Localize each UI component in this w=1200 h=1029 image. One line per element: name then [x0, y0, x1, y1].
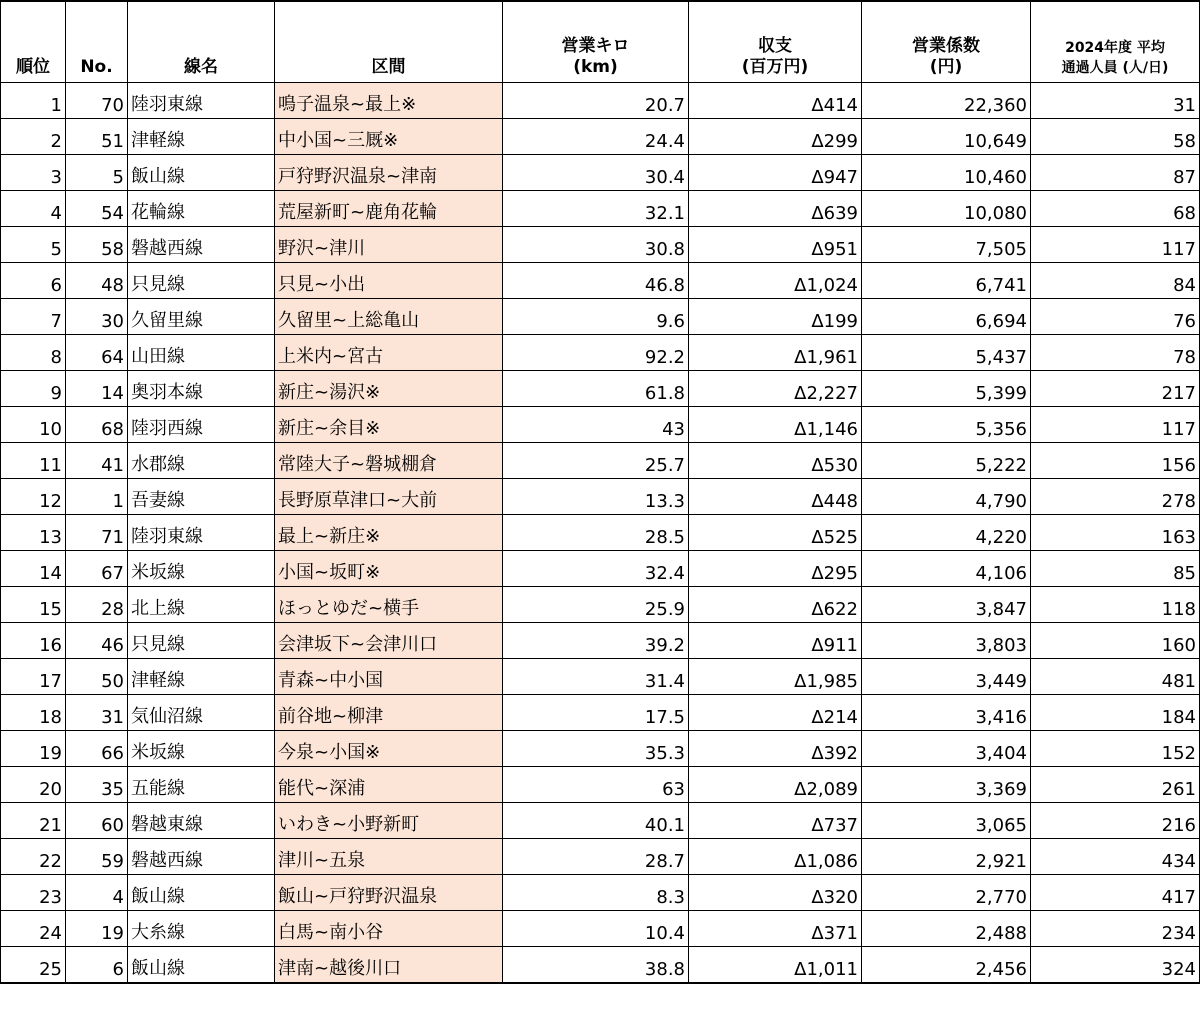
- cell-balance: Δ299: [689, 119, 862, 155]
- cell-passengers: 117: [1031, 407, 1200, 443]
- table-row: [1, 659, 1200, 695]
- cell-rank: 10: [1, 407, 66, 443]
- cell-passengers: 156: [1031, 443, 1200, 479]
- cell-line-name: 飯山線: [128, 947, 275, 984]
- table-row: [1, 335, 1200, 371]
- cell-section: 新庄~湯沢※: [275, 371, 503, 407]
- cell-section: 飯山~戸狩野沢温泉: [275, 875, 503, 911]
- cell-passengers: 481: [1031, 659, 1200, 695]
- cell-line-name: 米坂線: [128, 731, 275, 767]
- cell-balance: Δ1,961: [689, 335, 862, 371]
- table-row: [1, 839, 1200, 875]
- cell-section: 鳴子温泉~最上※: [275, 83, 503, 119]
- table-row: [1, 263, 1200, 299]
- cell-passengers: 324: [1031, 947, 1200, 984]
- cell-balance: Δ214: [689, 695, 862, 731]
- cell-line-name: 陸羽西線: [128, 407, 275, 443]
- cell-passengers: 434: [1031, 839, 1200, 875]
- cell-passengers: 163: [1031, 515, 1200, 551]
- cell-balance: Δ951: [689, 227, 862, 263]
- cell-passengers: 68: [1031, 191, 1200, 227]
- table-row: [1, 695, 1200, 731]
- cell-operating-km: 30.8: [503, 227, 689, 263]
- cell-line-name: 只見線: [128, 623, 275, 659]
- cell-balance: Δ1,024: [689, 263, 862, 299]
- cell-no: 68: [66, 407, 128, 443]
- header-balance-line2: (百万円): [741, 57, 809, 77]
- cell-balance: Δ1,011: [689, 947, 862, 984]
- cell-operating-km: 24.4: [503, 119, 689, 155]
- cell-rank: 3: [1, 155, 66, 191]
- cell-operating-coefficient: 3,404: [862, 731, 1031, 767]
- cell-passengers: 184: [1031, 695, 1200, 731]
- cell-no: 19: [66, 911, 128, 947]
- cell-rank: 21: [1, 803, 66, 839]
- cell-balance: Δ295: [689, 551, 862, 587]
- table-row: [1, 479, 1200, 515]
- table-row: [1, 911, 1200, 947]
- cell-rank: 13: [1, 515, 66, 551]
- cell-no: 58: [66, 227, 128, 263]
- cell-operating-km: 38.8: [503, 947, 689, 984]
- cell-no: 30: [66, 299, 128, 335]
- cell-no: 59: [66, 839, 128, 875]
- cell-section: 戸狩野沢温泉~津南: [275, 155, 503, 191]
- cell-balance: Δ911: [689, 623, 862, 659]
- cell-operating-coefficient: 3,847: [862, 587, 1031, 623]
- cell-section: 最上~新庄※: [275, 515, 503, 551]
- table-row: [1, 551, 1200, 587]
- cell-balance: Δ1,985: [689, 659, 862, 695]
- cell-no: 66: [66, 731, 128, 767]
- cell-operating-coefficient: 5,222: [862, 443, 1031, 479]
- cell-line-name: 奥羽本線: [128, 371, 275, 407]
- cell-line-name: 吾妻線: [128, 479, 275, 515]
- cell-rank: 2: [1, 119, 66, 155]
- cell-operating-km: 40.1: [503, 803, 689, 839]
- header-operating-km-line1: 営業キロ: [561, 36, 630, 56]
- header-operating-coefficient: [862, 1, 1031, 83]
- cell-passengers: 417: [1031, 875, 1200, 911]
- cell-operating-coefficient: 3,416: [862, 695, 1031, 731]
- cell-line-name: 北上線: [128, 587, 275, 623]
- cell-line-name: 山田線: [128, 335, 275, 371]
- cell-operating-km: 63: [503, 767, 689, 803]
- cell-passengers: 31: [1031, 83, 1200, 119]
- cell-section: ほっとゆだ~横手: [275, 587, 503, 623]
- cell-no: 70: [66, 83, 128, 119]
- cell-no: 35: [66, 767, 128, 803]
- table-row: [1, 371, 1200, 407]
- cell-operating-km: 32.4: [503, 551, 689, 587]
- cell-rank: 4: [1, 191, 66, 227]
- cell-operating-km: 32.1: [503, 191, 689, 227]
- table-body: [1, 83, 1200, 984]
- header-section: 区間: [275, 1, 503, 83]
- cell-no: 41: [66, 443, 128, 479]
- cell-line-name: 磐越西線: [128, 227, 275, 263]
- cell-rank: 11: [1, 443, 66, 479]
- cell-section: 能代~深浦: [275, 767, 503, 803]
- cell-section: 長野原草津口~大前: [275, 479, 503, 515]
- cell-passengers: 85: [1031, 551, 1200, 587]
- cell-balance: Δ199: [689, 299, 862, 335]
- cell-rank: 22: [1, 839, 66, 875]
- cell-passengers: 160: [1031, 623, 1200, 659]
- cell-line-name: 陸羽東線: [128, 515, 275, 551]
- cell-rank: 7: [1, 299, 66, 335]
- cell-balance: Δ448: [689, 479, 862, 515]
- cell-passengers: 152: [1031, 731, 1200, 767]
- cell-no: 6: [66, 947, 128, 984]
- header-operating-km: [503, 1, 689, 83]
- cell-line-name: 米坂線: [128, 551, 275, 587]
- cell-no: 71: [66, 515, 128, 551]
- cell-rank: 14: [1, 551, 66, 587]
- cell-no: 67: [66, 551, 128, 587]
- table-row: [1, 767, 1200, 803]
- table-header: [1, 1, 1200, 83]
- header-row: [1, 1, 1200, 83]
- table-row: [1, 191, 1200, 227]
- cell-line-name: 津軽線: [128, 119, 275, 155]
- cell-operating-km: 28.7: [503, 839, 689, 875]
- table-row: [1, 155, 1200, 191]
- cell-balance: Δ414: [689, 83, 862, 119]
- cell-balance: Δ2,089: [689, 767, 862, 803]
- header-rank: 順位: [1, 1, 66, 83]
- cell-operating-coefficient: 10,460: [862, 155, 1031, 191]
- cell-operating-coefficient: 2,488: [862, 911, 1031, 947]
- cell-section: 白馬~南小谷: [275, 911, 503, 947]
- cell-rank: 23: [1, 875, 66, 911]
- cell-no: 48: [66, 263, 128, 299]
- table-row: [1, 227, 1200, 263]
- cell-operating-coefficient: 4,106: [862, 551, 1031, 587]
- cell-operating-coefficient: 6,694: [862, 299, 1031, 335]
- cell-section: 前谷地~柳津: [275, 695, 503, 731]
- cell-no: 50: [66, 659, 128, 695]
- cell-operating-km: 8.3: [503, 875, 689, 911]
- header-line-name: 線名: [128, 1, 275, 83]
- cell-passengers: 234: [1031, 911, 1200, 947]
- cell-operating-coefficient: 22,360: [862, 83, 1031, 119]
- header-balance-line1: 収支: [758, 36, 792, 56]
- cell-operating-km: 25.7: [503, 443, 689, 479]
- cell-no: 1: [66, 479, 128, 515]
- table-row: [1, 83, 1200, 119]
- cell-operating-km: 25.9: [503, 587, 689, 623]
- cell-operating-coefficient: 5,356: [862, 407, 1031, 443]
- cell-rank: 25: [1, 947, 66, 984]
- header-balance: [689, 1, 862, 83]
- cell-rank: 1: [1, 83, 66, 119]
- cell-no: 14: [66, 371, 128, 407]
- table-row: [1, 587, 1200, 623]
- cell-balance: Δ392: [689, 731, 862, 767]
- cell-balance: Δ639: [689, 191, 862, 227]
- cell-operating-coefficient: 4,220: [862, 515, 1031, 551]
- cell-operating-coefficient: 7,505: [862, 227, 1031, 263]
- cell-balance: Δ1,146: [689, 407, 862, 443]
- cell-rank: 9: [1, 371, 66, 407]
- table-row: [1, 803, 1200, 839]
- header-no: No.: [66, 1, 128, 83]
- cell-operating-coefficient: 10,649: [862, 119, 1031, 155]
- cell-section: 津南~越後川口: [275, 947, 503, 984]
- cell-line-name: 気仙沼線: [128, 695, 275, 731]
- cell-balance: Δ1,086: [689, 839, 862, 875]
- cell-section: 会津坂下~会津川口: [275, 623, 503, 659]
- header-coefficient-line1: 営業係数: [912, 36, 980, 56]
- cell-section: 津川~五泉: [275, 839, 503, 875]
- cell-passengers: 78: [1031, 335, 1200, 371]
- cell-balance: Δ320: [689, 875, 862, 911]
- cell-no: 54: [66, 191, 128, 227]
- cell-rank: 12: [1, 479, 66, 515]
- cell-passengers: 87: [1031, 155, 1200, 191]
- cell-balance: Δ947: [689, 155, 862, 191]
- cell-balance: Δ530: [689, 443, 862, 479]
- cell-section: 上米内~宮古: [275, 335, 503, 371]
- cell-section: 中小国~三厩※: [275, 119, 503, 155]
- cell-operating-km: 17.5: [503, 695, 689, 731]
- cell-balance: Δ737: [689, 803, 862, 839]
- cell-line-name: 磐越西線: [128, 839, 275, 875]
- cell-operating-km: 43: [503, 407, 689, 443]
- table-row: [1, 623, 1200, 659]
- cell-operating-coefficient: 2,456: [862, 947, 1031, 984]
- cell-passengers: 117: [1031, 227, 1200, 263]
- cell-operating-km: 10.4: [503, 911, 689, 947]
- header-operating-km-line2: (km): [573, 57, 618, 77]
- cell-rank: 16: [1, 623, 66, 659]
- cell-rank: 8: [1, 335, 66, 371]
- cell-operating-coefficient: 6,741: [862, 263, 1031, 299]
- cell-balance: Δ622: [689, 587, 862, 623]
- table-row: [1, 119, 1200, 155]
- cell-section: 新庄~余目※: [275, 407, 503, 443]
- cell-operating-km: 9.6: [503, 299, 689, 335]
- cell-line-name: 久留里線: [128, 299, 275, 335]
- cell-no: 31: [66, 695, 128, 731]
- cell-passengers: 118: [1031, 587, 1200, 623]
- cell-operating-coefficient: 3,065: [862, 803, 1031, 839]
- table-row: [1, 947, 1200, 984]
- header-passengers-line2: 通過人員 (人/日): [1061, 60, 1169, 76]
- cell-rank: 24: [1, 911, 66, 947]
- cell-no: 60: [66, 803, 128, 839]
- cell-operating-coefficient: 3,369: [862, 767, 1031, 803]
- cell-operating-km: 92.2: [503, 335, 689, 371]
- cell-no: 46: [66, 623, 128, 659]
- cell-no: 51: [66, 119, 128, 155]
- cell-operating-coefficient: 10,080: [862, 191, 1031, 227]
- cell-operating-coefficient: 4,790: [862, 479, 1031, 515]
- header-coefficient-line2: (円): [929, 57, 963, 77]
- cell-operating-coefficient: 2,921: [862, 839, 1031, 875]
- table-row: [1, 299, 1200, 335]
- cell-operating-km: 13.3: [503, 479, 689, 515]
- header-passengers: [1031, 1, 1200, 83]
- cell-rank: 15: [1, 587, 66, 623]
- cell-operating-km: 46.8: [503, 263, 689, 299]
- cell-passengers: 217: [1031, 371, 1200, 407]
- table-row: [1, 731, 1200, 767]
- cell-line-name: 飯山線: [128, 155, 275, 191]
- cell-no: 28: [66, 587, 128, 623]
- cell-rank: 19: [1, 731, 66, 767]
- cell-line-name: 花輪線: [128, 191, 275, 227]
- cell-section: 久留里~上総亀山: [275, 299, 503, 335]
- cell-passengers: 76: [1031, 299, 1200, 335]
- cell-operating-coefficient: 2,770: [862, 875, 1031, 911]
- cell-passengers: 216: [1031, 803, 1200, 839]
- cell-section: 青森~中小国: [275, 659, 503, 695]
- cell-section: 荒屋新町~鹿角花輪: [275, 191, 503, 227]
- cell-operating-km: 61.8: [503, 371, 689, 407]
- cell-balance: Δ2,227: [689, 371, 862, 407]
- cell-line-name: 五能線: [128, 767, 275, 803]
- cell-rank: 6: [1, 263, 66, 299]
- cell-operating-km: 35.3: [503, 731, 689, 767]
- cell-section: 只見~小出: [275, 263, 503, 299]
- cell-section: 今泉~小国※: [275, 731, 503, 767]
- cell-operating-coefficient: 3,803: [862, 623, 1031, 659]
- table-row: [1, 515, 1200, 551]
- cell-balance: Δ525: [689, 515, 862, 551]
- cell-line-name: 水郡線: [128, 443, 275, 479]
- table-row: [1, 443, 1200, 479]
- cell-no: 4: [66, 875, 128, 911]
- cell-section: 小国~坂町※: [275, 551, 503, 587]
- table-row: [1, 875, 1200, 911]
- table-row: [1, 407, 1200, 443]
- cell-line-name: 津軽線: [128, 659, 275, 695]
- cell-passengers: 261: [1031, 767, 1200, 803]
- cell-section: 野沢~津川: [275, 227, 503, 263]
- cell-operating-km: 28.5: [503, 515, 689, 551]
- cell-passengers: 58: [1031, 119, 1200, 155]
- cell-line-name: 只見線: [128, 263, 275, 299]
- cell-passengers: 84: [1031, 263, 1200, 299]
- cell-line-name: 陸羽東線: [128, 83, 275, 119]
- cell-operating-coefficient: 5,437: [862, 335, 1031, 371]
- cell-operating-coefficient: 3,449: [862, 659, 1031, 695]
- cell-operating-km: 39.2: [503, 623, 689, 659]
- cell-rank: 18: [1, 695, 66, 731]
- cell-rank: 20: [1, 767, 66, 803]
- cell-section: いわき~小野新町: [275, 803, 503, 839]
- cell-line-name: 飯山線: [128, 875, 275, 911]
- cell-operating-km: 31.4: [503, 659, 689, 695]
- cell-operating-km: 30.4: [503, 155, 689, 191]
- cell-section: 常陸大子~磐城棚倉: [275, 443, 503, 479]
- cell-rank: 17: [1, 659, 66, 695]
- cell-line-name: 大糸線: [128, 911, 275, 947]
- cell-operating-km: 20.7: [503, 83, 689, 119]
- header-passengers-line1: 2024年度 平均: [1065, 40, 1165, 56]
- cell-no: 64: [66, 335, 128, 371]
- cell-line-name: 磐越東線: [128, 803, 275, 839]
- cell-balance: Δ371: [689, 911, 862, 947]
- cell-operating-coefficient: 5,399: [862, 371, 1031, 407]
- cell-passengers: 278: [1031, 479, 1200, 515]
- cell-no: 5: [66, 155, 128, 191]
- cell-rank: 5: [1, 227, 66, 263]
